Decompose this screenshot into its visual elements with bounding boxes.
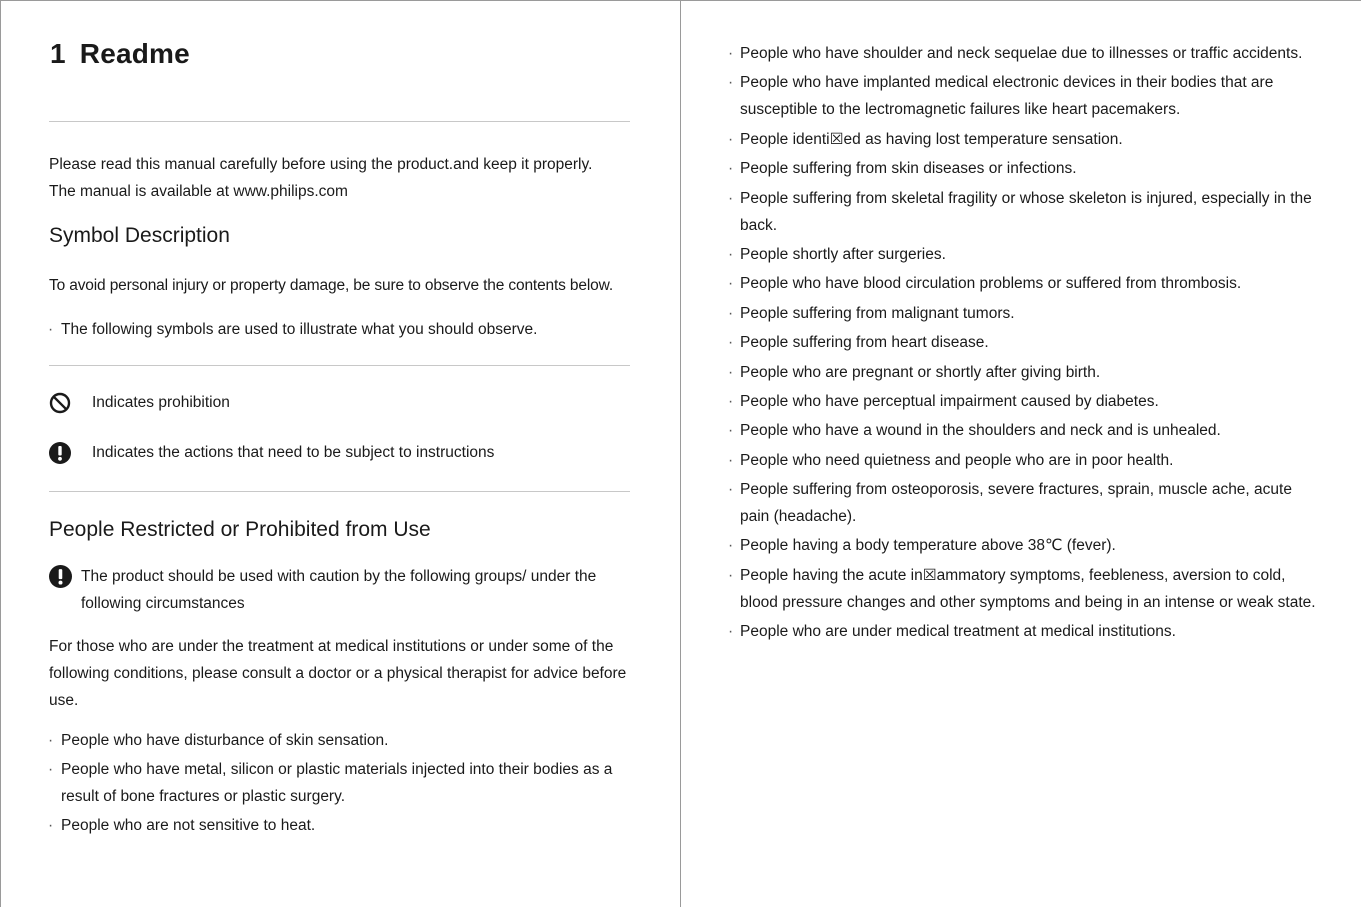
list-item: · People having a body temperature above 38℃ (fever). xyxy=(729,532,1319,559)
caution-text: The product should be used with caution by the following groups/ under the following circumstances xyxy=(81,568,597,612)
list-item: · People suffering from skeletal fragility or whose skeleton is injured, especially in the back. xyxy=(729,185,1319,239)
chapter-number: 1 xyxy=(50,38,66,69)
symbol-label: Indicates prohibition xyxy=(92,394,230,411)
list-item: · People identi☒ed as having lost temperature sensation. xyxy=(729,126,1319,153)
list-item: · People who have metal, silicon or plastic materials injected into their bodies as a result of bone fractures or plastic surgery. xyxy=(49,756,629,810)
chapter-title-text: Readme xyxy=(79,38,190,69)
list-item: · People suffering from heart disease. xyxy=(729,329,1319,356)
divider-rule xyxy=(49,365,630,366)
list-item: · People having the acute in☒ammatory symptoms, feebleness, aversion to cold, blood pressure changes and other symptoms and being in an intense or weak state. xyxy=(729,562,1319,616)
list-item: · The following symbols are used to illustrate what you should observe. xyxy=(49,316,629,343)
list-item: · People suffering from skin diseases or infections. xyxy=(729,155,1319,182)
symbol-description-heading: Symbol Description xyxy=(49,224,230,247)
consult-paragraph: For those who are under the treatment at medical institutions or under some of the following conditions, please consult a doctor or a physical therapist for advice before use. xyxy=(49,638,627,709)
list-item: · People who are not sensitive to heat. xyxy=(49,812,629,839)
list-item: · People who have a wound in the shoulders and neck and is unhealed. xyxy=(729,417,1319,444)
list-item: · People suffering from malignant tumors. xyxy=(729,300,1319,327)
list-item: · People who have implanted medical electronic devices in their bodies that are susceptible to the lectromagnetic failures like heart pacemakers. xyxy=(729,69,1319,123)
left-page xyxy=(0,0,680,907)
list-item: · People who have perceptual impairment caused by diabetes. xyxy=(729,388,1319,415)
list-item: · People who are pregnant or shortly after giving birth. xyxy=(729,359,1319,386)
symbol-bullet-list xyxy=(49,316,629,345)
chapter-title xyxy=(50,38,190,70)
caution-note xyxy=(49,563,634,617)
divider-rule xyxy=(49,121,630,122)
exclamation-icon xyxy=(49,442,71,464)
instruction-paragraph: To avoid personal injury or property damage, be sure to observe the contents below. xyxy=(49,277,613,294)
list-item: · People who are under medical treatment at medical institutions. xyxy=(729,618,1319,645)
list-item: · People who have shoulder and neck sequelae due to illnesses or traffic accidents. xyxy=(729,40,1319,67)
right-page xyxy=(681,0,1361,907)
list-item: · People who have blood circulation problems or suffered from thrombosis. xyxy=(729,270,1319,297)
restricted-use-heading: People Restricted or Prohibited from Use xyxy=(49,518,431,541)
intro-paragraph: Please read this manual carefully before using the product.and keep it properly. The manual is available at www.philips.com xyxy=(49,156,593,200)
prohibition-icon xyxy=(49,392,71,414)
list-item: · People suffering from osteoporosis, severe fractures, sprain, muscle ache, acute pain (headache). xyxy=(729,476,1319,530)
restricted-list-continued xyxy=(729,40,1319,648)
restricted-list xyxy=(49,727,629,841)
list-item: · People who need quietness and people who are in poor health. xyxy=(729,447,1319,474)
divider-rule xyxy=(49,491,630,492)
list-item: · People shortly after surgeries. xyxy=(729,241,1319,268)
list-item: · People who have disturbance of skin sensation. xyxy=(49,727,629,754)
exclamation-icon xyxy=(49,565,72,588)
symbol-label: Indicates the actions that need to be subject to instructions xyxy=(92,444,495,461)
